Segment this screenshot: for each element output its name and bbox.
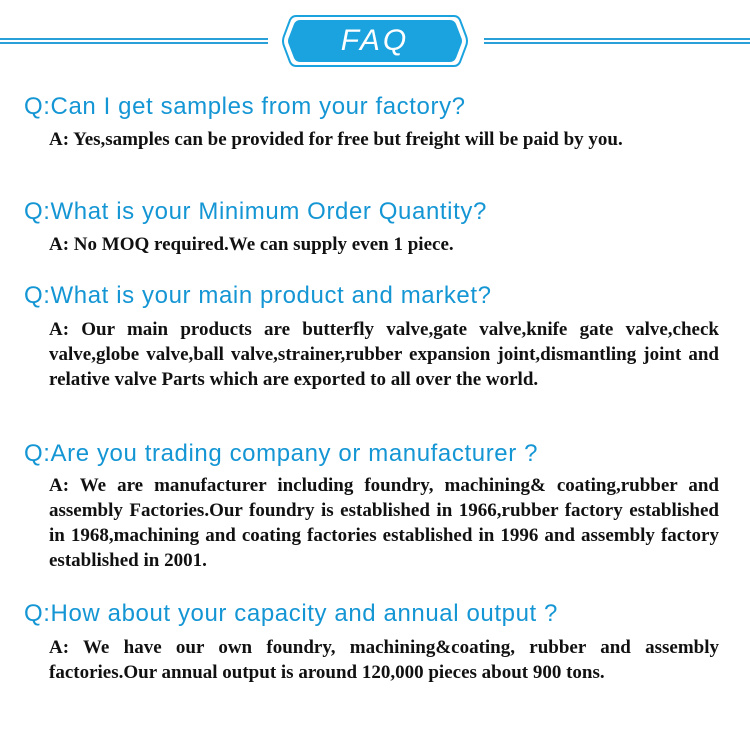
faq-answer: A: We have our own foundry, machining&coating, rubber and assembly factories.Our annual output is around 120,000 pieces about 900 tons. <box>49 637 719 683</box>
header-divider-right <box>484 38 750 44</box>
faq-answer: A: Yes,samples can be provided for free but freight will be paid by you. <box>49 129 623 150</box>
faq-answer: A: No MOQ required.We can supply even 1 piece. <box>49 234 454 255</box>
header-divider-left <box>0 38 268 44</box>
faq-question: Q:How about your capacity and annual output ? <box>24 600 558 627</box>
page-title: FAQ <box>340 24 410 57</box>
faq-question: Q:What is your Minimum Order Quantity? <box>24 198 487 225</box>
faq-question: Q:Are you trading company or manufacturer ? <box>24 440 539 467</box>
faq-question: Q:What is your main product and market? <box>24 282 492 309</box>
faq-question: Q:Can I get samples from your factory? <box>24 93 466 120</box>
faq-badge <box>282 14 468 68</box>
faq-answer: A: We are manufacturer including foundry, machining& coating,rubber and assembly Factories.Our foundry is established in 1966,rubber factory established in 1968,machining and coating factories established in 1996 and assembly factory established in 2001. <box>49 475 719 571</box>
faq-answer: A: Our main products are butterfly valve,gate valve,knife gate valve,check valve,globe valve,ball valve,strainer,rubber expansion joint,dismantling joint and relative valve Parts which are exported to all over the world. <box>49 319 719 390</box>
faq-header <box>0 14 750 68</box>
